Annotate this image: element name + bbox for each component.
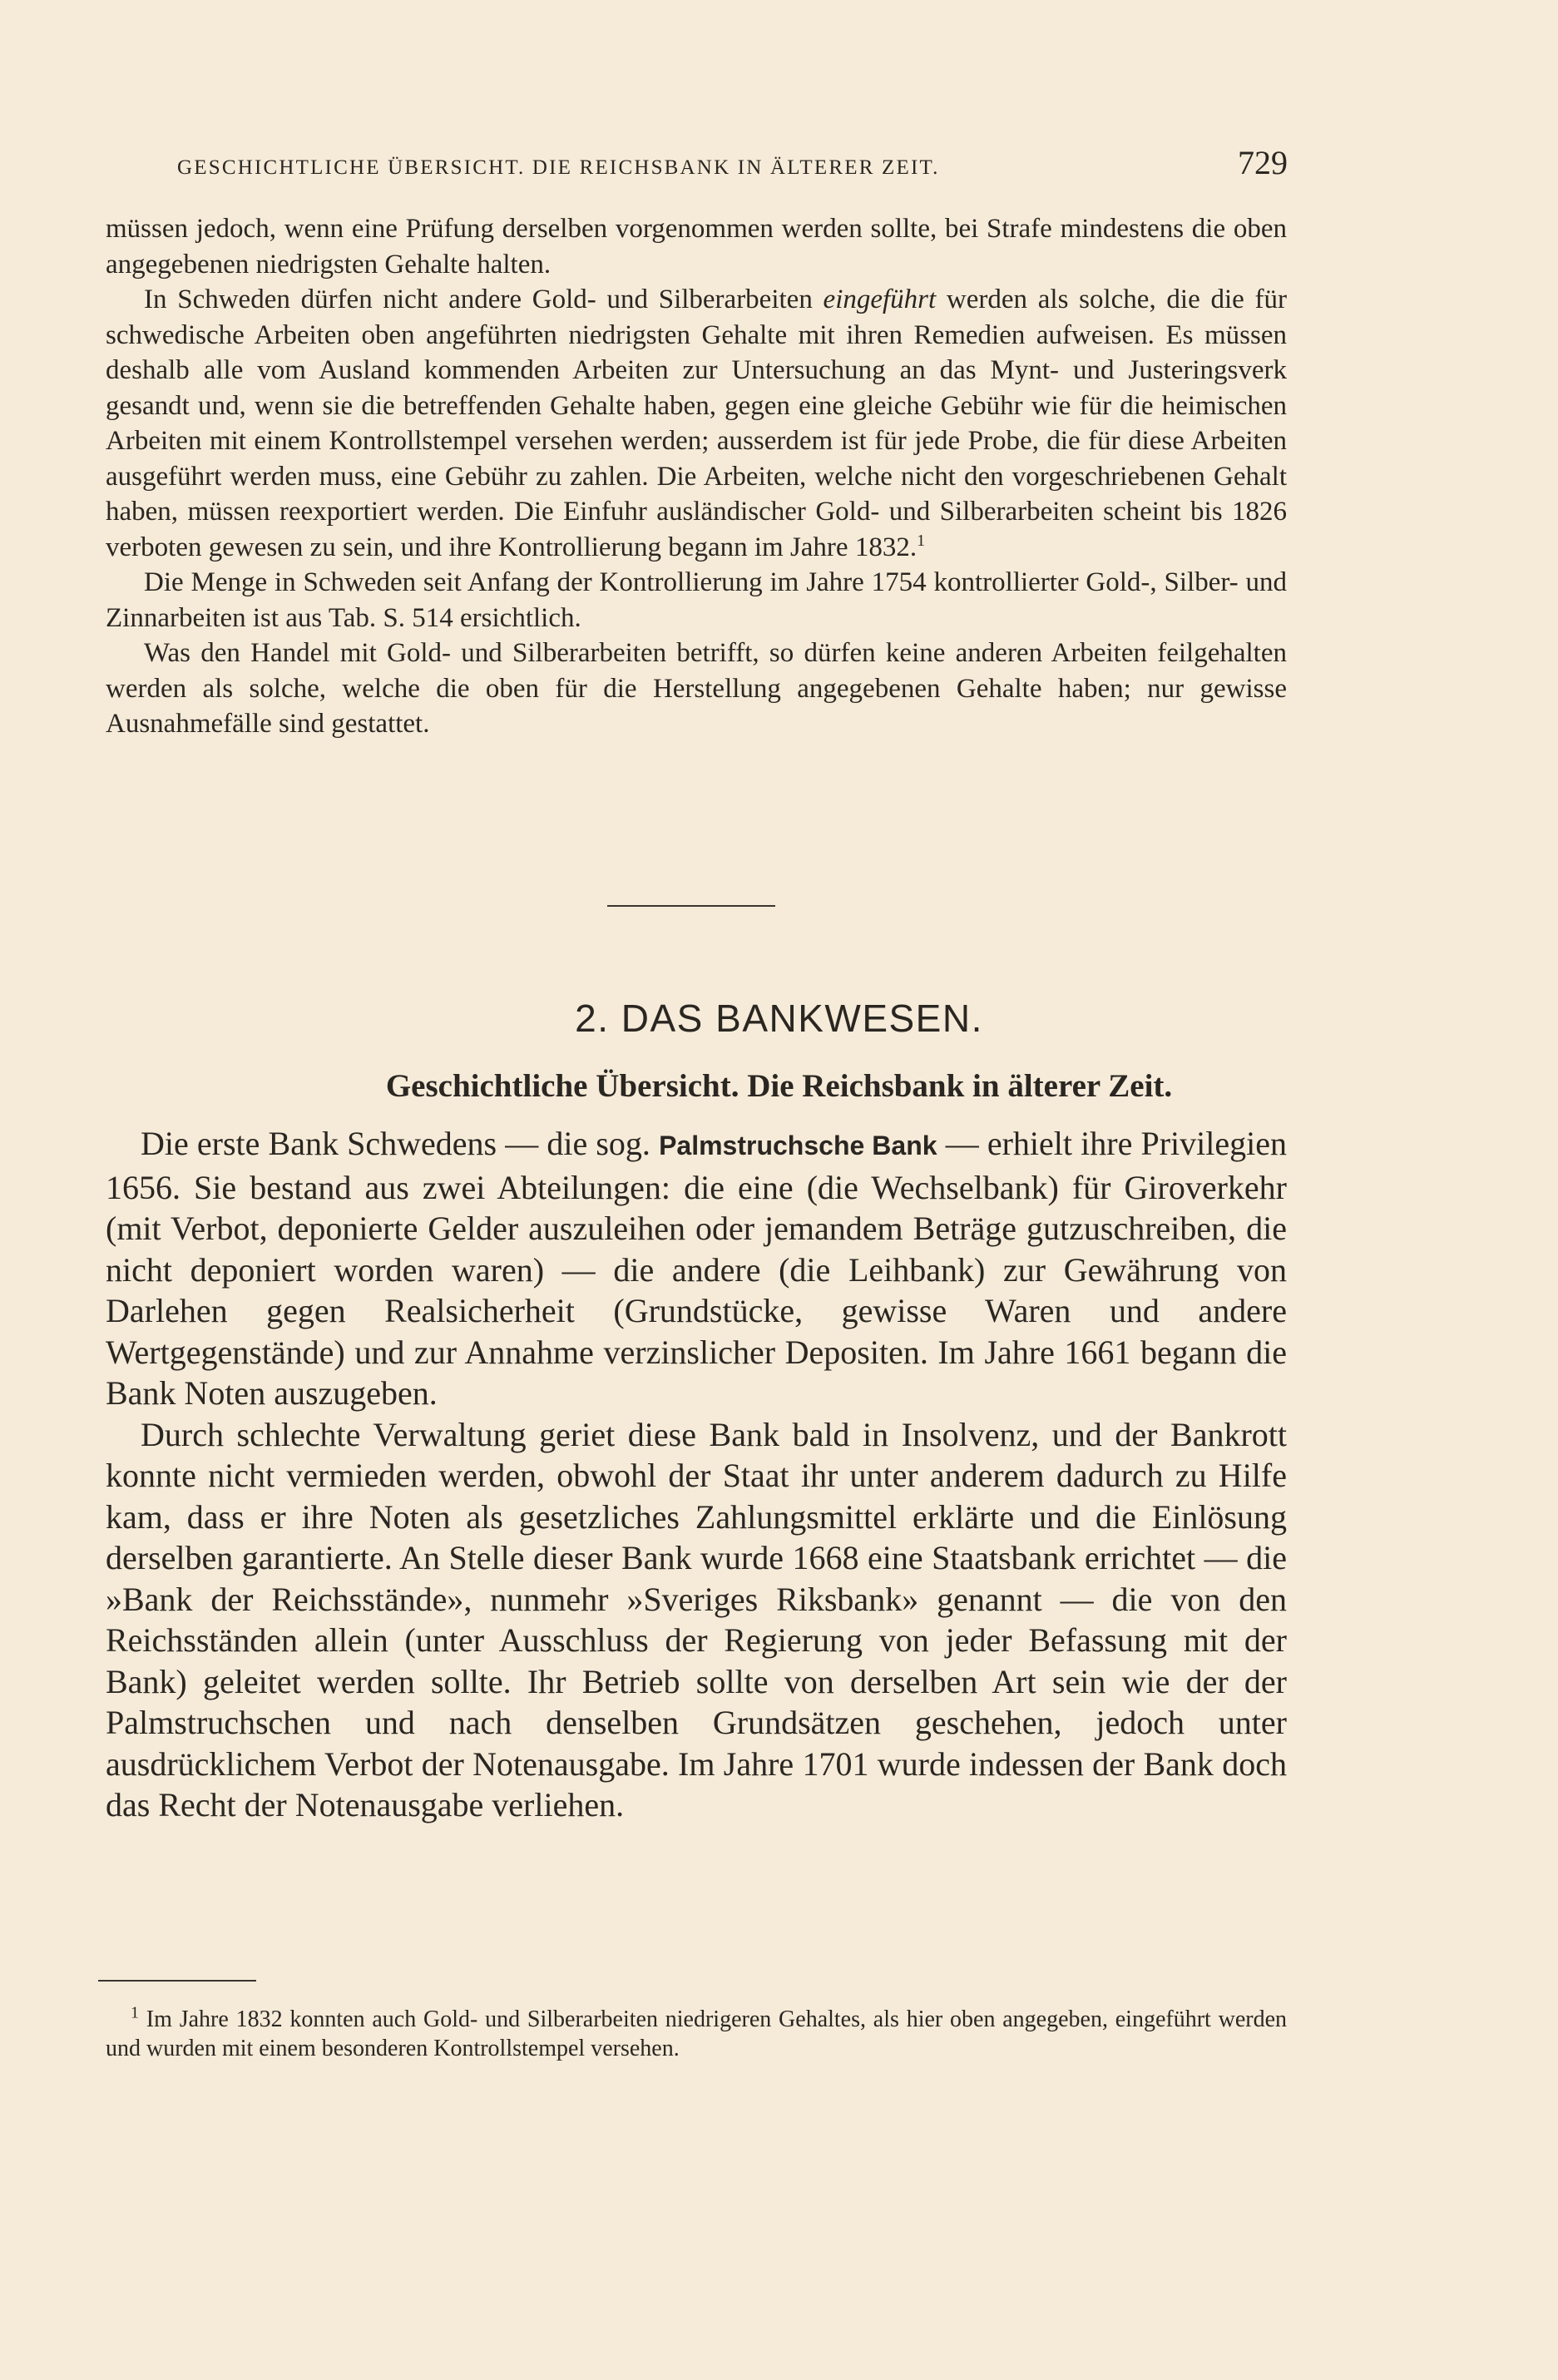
section-separator-rule xyxy=(607,905,775,907)
upper-body-text xyxy=(106,211,1287,742)
footnote-marker: 1 xyxy=(131,2003,139,2022)
page-number: 729 xyxy=(1238,144,1288,181)
running-head-title: GESCHICHTLICHE ÜBERSICHT. DIE REICHSBANK IN ÄLTERER ZEIT. xyxy=(177,156,940,179)
paragraph-import-rules: In Schweden dürfen nicht andere Gold- und Silberarbeiten eingeführt werden als solche, die die für schwedische Arbeiten oben angeführten niedrigsten Gehalte mit ihren Remedien aufweisen. Es müssen deshalb alle vom Ausland kommenden Arbeiten zur Untersuchung an das Mynt- und Justeringsverk gesandt und, wenn sie die betreffenden Gehalte haben, gegen eine gleiche Gebühr wie für die heimischen Arbeiten mit einem Kontrollstempel versehen werden; ausserdem ist für jede Probe, die für diese Arbeiten ausgeführt werden muss, eine Gebühr zu zahlen. Die Arbeiten, welche nicht den vorgeschriebenen Gehalt haben, müssen reexportiert werden. Die Einfuhr ausländischer Gold- und Silberarbeiten scheint bis 1826 verboten gewesen zu sein, und ihre Kontrollierung begann im Jahre 1832.$^1$ xyxy=(106,285,1287,562)
emphasis-eingefuehrt: eingeführt xyxy=(823,285,937,314)
paragraph-continuation: müssen jedoch, wenn eine Prüfung derselben vorgenommen werden sollte, bei Strafe mindestens die oben angegebenen niedrigsten Gehalte halten. xyxy=(106,214,1287,280)
paragraph-state-bank: Durch schlechte Verwaltung geriet diese Bank bald in Insolvenz, und der Bankrott konnte nicht vermieden werden, obwohl der Staat ihr unter anderem dadurch zu Hilfe kam, dass er ihre Noten als gesetzliches Zahlungsmittel erklärte und die Einlösung derselben garantierte. An Stelle dieser Bank wurde 1668 eine Staatsbank errichtet — die »Bank der Reichsstände», nunmehr »Sveriges Riksbank» genannt — die von den Reichsständen allein (unter Ausschluss der Regierung von jeder Befassung mit der Bank) geleitet werden sollte. Ihr Betrieb sollte von derselben Art sein wie der der Palmstruchschen und nach denselben Grundsätzen geschehen, jedoch unter ausdrücklichem Verbot der Notenausgabe. Im Jahre 1701 wurde indessen der Bank doch das Recht der Notenausgabe verliehen. xyxy=(106,1415,1287,1823)
section-heading: Geschichtliche Übersicht. Die Reichsbank in älterer Zeit. xyxy=(385,1068,1173,1104)
footnote-text: Im Jahre 1832 konnten auch Gold- und Silberarbeiten niedrigeren Gehaltes, als hier oben angegeben, eingeführt werden und wurden mit einem besonderen Kontrollstempel versehen. xyxy=(106,2006,1287,2061)
footnote-rule xyxy=(98,1980,256,1982)
paragraph-quantity: Die Menge in Schweden seit Anfang der Kontrollierung im Jahre 1754 kontrollierter Gold-, Silber- und Zinnarbeiten ist aus Tab. S. 514 ersichtlich. xyxy=(106,567,1287,633)
running-head xyxy=(177,143,1288,190)
lower-body-text xyxy=(106,1123,1287,1826)
footnote-reference: 1 xyxy=(917,531,926,550)
chapter-heading: 2. DAS BANKWESEN. xyxy=(575,997,983,1040)
paragraph-first-bank: Die erste Bank Schwedens — die sog. Palmstruchsche Bank — erhielt ihre Privilegien 1656. Sie bestand aus zwei Abteilungen: die eine (die Wechselbank) für Giroverkehr (mit Verbot, deponierte Gelder auszuleihen oder jemandem Beträge gutzuschreiben, die nicht deponiert worden waren) — die andere (die Leihbank) zur Gewährung von Darlehen gegen Realsicherheit (Grundstücke, gewisse Waren und andere Wertgegenstände) und zur Annahme verzinslicher Depositen. Im Jahre 1661 begann die Bank Noten auszugeben. xyxy=(106,1125,1287,1412)
bank-name: Palmstruchsche Bank xyxy=(659,1131,937,1160)
paragraph-trade: Was den Handel mit Gold- und Silberarbeiten betrifft, so dürfen keine anderen Arbeiten feilgehalten werden als solche, welche die oben für die Herstellung angegebenen Gehalte haben; nur gewisse Ausnahmefälle sind gestattet. xyxy=(106,638,1287,739)
footnote xyxy=(106,2005,1287,2063)
